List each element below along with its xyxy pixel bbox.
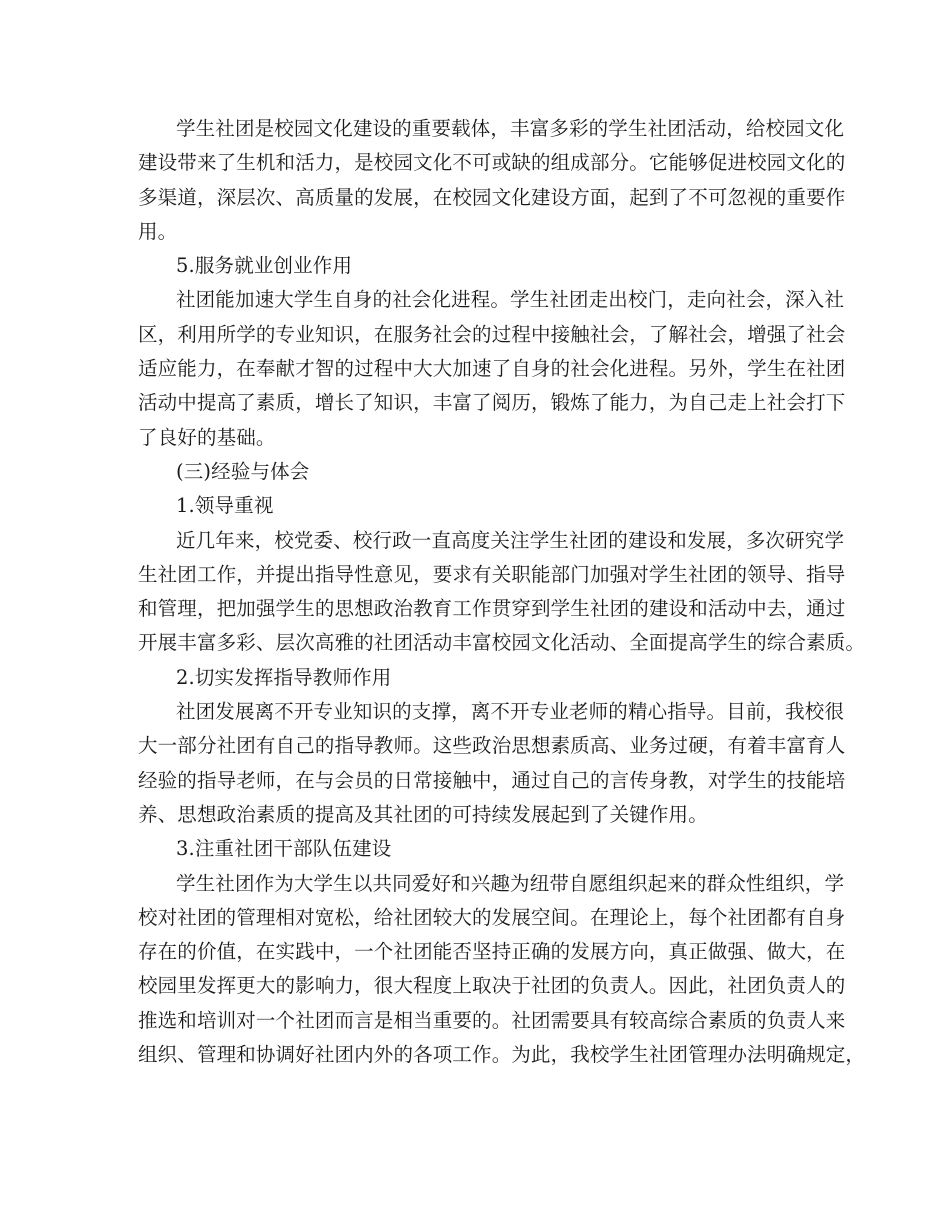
section-heading: (三)经验与体会	[176, 459, 310, 483]
paragraph	[138, 695, 846, 832]
paragraph-line: 学生社团是校园文化建设的重要载体，丰富多彩的学生社团活动，给校园文化	[176, 117, 845, 140]
paragraph-line: 区，利用所学的专业知识，在服务社会的过程中接触社会，了解社会，增强了社会	[138, 322, 846, 346]
paragraph-line: 近几年来，校党委、校行政一直高度关注学生社团的建设和发展，多次研究学	[176, 528, 845, 552]
paragraph-line: 生社团工作，并提出指导性意见，要求有关职能部门加强对学生社团的领导、指导	[138, 562, 846, 586]
paragraph	[138, 524, 866, 661]
subsection-heading: 1.领导重视	[176, 494, 274, 518]
paragraph-line: 存在的价值，在实践中，一个社团能否坚持正确的发展方向，真正做强、做大，在	[138, 940, 846, 964]
paragraph-line: 社团能加速大学生自身的社会化进程。学生社团走出校门，走向社会，深入社	[176, 288, 845, 312]
paragraph-line: 经验的指导老师，在与会员的日常接触中，通过自己的言传身教，对学生的技能培	[138, 768, 846, 792]
paragraph-line: 适应能力，在奉献才智的过程中大大加速了自身的社会化进程。另外，学生在社团	[138, 357, 846, 381]
paragraph-line: 活动中提高了素质，增长了知识，丰富了阅历，锻炼了能力，为自己走上社会打下	[138, 391, 846, 415]
paragraph-line: 了良好的基础。	[138, 425, 276, 449]
paragraph-line: 推选和培训对一个社团而言是相当重要的。社团需要具有较高综合素质的负责人来	[138, 1008, 846, 1032]
paragraph-line: 建设带来了生机和活力，是校园文化不可或缺的组成部分。它能够促进校园文化的	[138, 151, 846, 175]
paragraph	[138, 112, 846, 249]
paragraph-line: 社团发展离不开专业知识的支撑，离不开专业老师的精心指导。目前，我校很	[176, 700, 845, 724]
paragraph	[138, 867, 866, 1073]
paragraph-line: 校园里发挥更大的影响力，很大程度上取决于社团的负责人。因此，社团负责人的	[138, 974, 846, 998]
section-heading: 5.服务就业创业作用	[176, 254, 353, 278]
paragraph-line: 校对社团的管理相对宽松，给社团较大的发展空间。在理论上，每个社团都有自身	[138, 905, 846, 929]
paragraph-line: 组织、管理和协调好社团内外的各项工作。为此，我校学生社团管理办法明确规定，	[138, 1043, 866, 1067]
paragraph-line: 和管理，把加强学生的思想政治教育工作贯穿到学生社团的建设和活动中去，通过	[138, 597, 846, 621]
document-page	[138, 112, 866, 1072]
paragraph	[138, 283, 846, 454]
paragraph-line: 学生社团作为大学生以共同爱好和兴趣为纽带自愿组织起来的群众性组织，学	[176, 871, 845, 895]
paragraph-line: 养、思想政治素质的提高及其社团的可持续发展起到了关键作用。	[138, 802, 708, 826]
paragraph-line: 用。	[138, 219, 178, 243]
paragraph-line: 大一部分社团有自己的指导教师。这些政治思想素质高、业务过硬，有着丰富育人	[138, 734, 846, 758]
subsection-heading: 2.切实发挥指导教师作用	[176, 665, 392, 689]
paragraph-line: 开展丰富多彩、层次高雅的社团活动丰富校园文化活动、全面提高学生的综合素质。	[138, 631, 866, 655]
subsection-heading: 3.注重社团干部队伍建设	[176, 837, 392, 861]
paragraph-line: 多渠道，深层次、高质量的发展，在校园文化建设方面，起到了不可忽视的重要作	[138, 185, 846, 209]
